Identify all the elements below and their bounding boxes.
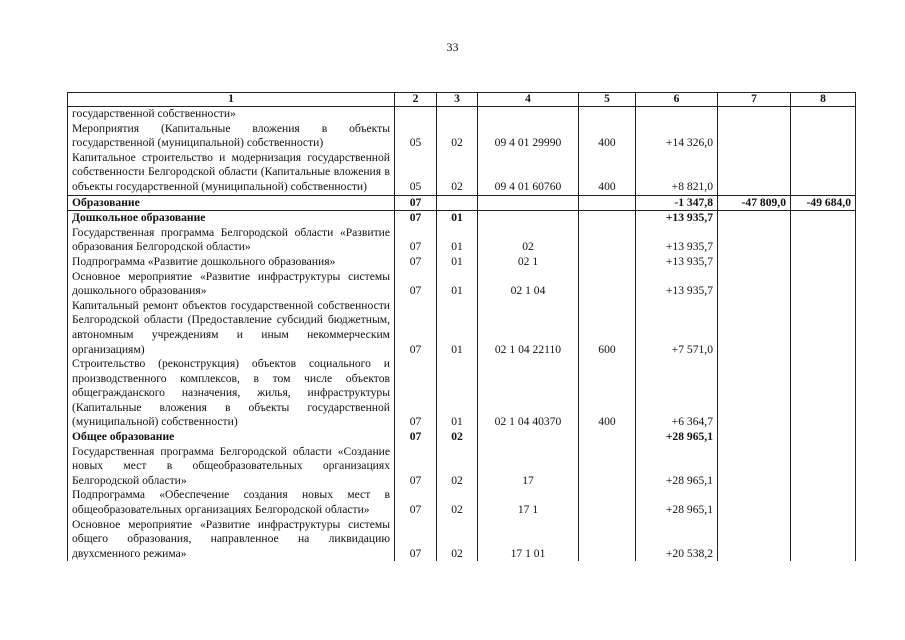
row-section: 07 bbox=[395, 270, 437, 299]
row-amount-1: +28 965,1 bbox=[636, 445, 718, 489]
row-amount-2 bbox=[718, 430, 791, 445]
header-col-4: 4 bbox=[478, 93, 579, 107]
table-row-subsection bbox=[68, 430, 856, 445]
row-target-article: 02 1 04 40370 bbox=[478, 357, 579, 430]
row-amount-3 bbox=[791, 270, 856, 299]
row-amount-2 bbox=[718, 255, 791, 270]
row-amount-2 bbox=[718, 518, 791, 562]
row-expense-type bbox=[579, 518, 636, 562]
row-target-article bbox=[478, 107, 579, 122]
row-name: Подпрограмма «Развитие дошкольного образования» bbox=[68, 255, 395, 270]
row-target-article: 09 4 01 29990 bbox=[478, 122, 579, 151]
row-expense-type bbox=[579, 270, 636, 299]
table-header-row bbox=[68, 93, 856, 107]
table-row bbox=[68, 107, 856, 122]
row-amount-1: +20 538,2 bbox=[636, 518, 718, 562]
table-row bbox=[68, 518, 856, 562]
row-amount-3 bbox=[791, 445, 856, 489]
row-amount-3: -49 684,0 bbox=[791, 195, 856, 211]
row-expense-type bbox=[579, 445, 636, 489]
row-amount-1: +13 935,7 bbox=[636, 211, 718, 226]
row-subsection bbox=[437, 195, 478, 211]
header-col-8: 8 bbox=[791, 93, 856, 107]
header-col-1: 1 bbox=[68, 93, 395, 107]
row-section: 07 bbox=[395, 445, 437, 489]
row-subsection: 01 bbox=[437, 357, 478, 430]
table-row bbox=[68, 357, 856, 430]
row-expense-type bbox=[579, 430, 636, 445]
row-target-article: 02 1 bbox=[478, 255, 579, 270]
row-amount-1: +13 935,7 bbox=[636, 270, 718, 299]
row-name: Общее образование bbox=[68, 430, 395, 445]
row-expense-type: 400 bbox=[579, 357, 636, 430]
row-amount-2 bbox=[718, 226, 791, 255]
row-name: Государственная программа Белгородской области «Развитие образования Белгородской области» bbox=[68, 226, 395, 255]
row-subsection: 02 bbox=[437, 445, 478, 489]
row-name: Основное мероприятие «Развитие инфраструктуры системы дошкольного образования» bbox=[68, 270, 395, 299]
row-subsection: 02 bbox=[437, 151, 478, 195]
row-amount-1: +28 965,1 bbox=[636, 488, 718, 517]
row-expense-type bbox=[579, 211, 636, 226]
row-section bbox=[395, 107, 437, 122]
row-expense-type: 400 bbox=[579, 122, 636, 151]
header-col-6: 6 bbox=[636, 93, 718, 107]
row-amount-3 bbox=[791, 122, 856, 151]
row-target-article: 02 1 04 22110 bbox=[478, 299, 579, 357]
row-target-article: 17 1 bbox=[478, 488, 579, 517]
row-amount-2 bbox=[718, 151, 791, 195]
row-amount-1: +7 571,0 bbox=[636, 299, 718, 357]
row-section: 07 bbox=[395, 518, 437, 562]
row-amount-1: -1 347,8 bbox=[636, 195, 718, 211]
table-row-section-total bbox=[68, 195, 856, 211]
row-expense-type bbox=[579, 255, 636, 270]
row-amount-3 bbox=[791, 488, 856, 517]
row-subsection: 02 bbox=[437, 430, 478, 445]
row-name: государственной собственности» bbox=[68, 107, 395, 122]
table-row bbox=[68, 122, 856, 151]
row-amount-3 bbox=[791, 211, 856, 226]
row-name: Подпрограмма «Обеспечение создания новых мест в общеобразовательных организациях Белгородской области» bbox=[68, 488, 395, 517]
header-col-7: 7 bbox=[718, 93, 791, 107]
table-row bbox=[68, 488, 856, 517]
page-number: 33 bbox=[446, 40, 459, 54]
row-amount-1: +28 965,1 bbox=[636, 430, 718, 445]
table-row bbox=[68, 151, 856, 195]
row-amount-3 bbox=[791, 255, 856, 270]
row-section: 07 bbox=[395, 211, 437, 226]
row-section: 07 bbox=[395, 255, 437, 270]
table-row bbox=[68, 226, 856, 255]
row-amount-2 bbox=[718, 107, 791, 122]
row-amount-3 bbox=[791, 107, 856, 122]
row-section: 07 bbox=[395, 488, 437, 517]
row-subsection: 01 bbox=[437, 255, 478, 270]
row-name: Основное мероприятие «Развитие инфраструктуры системы общего образования, направленное на ликвидацию двухсменного режима» bbox=[68, 518, 395, 562]
row-amount-2 bbox=[718, 122, 791, 151]
row-amount-2 bbox=[718, 488, 791, 517]
row-target-article: 02 bbox=[478, 226, 579, 255]
row-amount-2 bbox=[718, 445, 791, 489]
row-target-article: 02 1 04 bbox=[478, 270, 579, 299]
row-amount-2: -47 809,0 bbox=[718, 195, 791, 211]
row-amount-3 bbox=[791, 151, 856, 195]
row-amount-1: +13 935,7 bbox=[636, 226, 718, 255]
header-col-3: 3 bbox=[437, 93, 478, 107]
row-expense-type bbox=[579, 107, 636, 122]
row-amount-3 bbox=[791, 299, 856, 357]
row-name: Мероприятия (Капитальные вложения в объекты государственной (муниципальной) собственности) bbox=[68, 122, 395, 151]
row-subsection bbox=[437, 107, 478, 122]
row-expense-type bbox=[579, 195, 636, 211]
header-col-2: 2 bbox=[395, 93, 437, 107]
row-name: Образование bbox=[68, 195, 395, 211]
row-target-article: 17 1 01 bbox=[478, 518, 579, 562]
budget-table bbox=[67, 92, 856, 561]
table-row bbox=[68, 270, 856, 299]
row-expense-type bbox=[579, 226, 636, 255]
row-amount-1 bbox=[636, 107, 718, 122]
row-amount-2 bbox=[718, 211, 791, 226]
row-subsection: 01 bbox=[437, 270, 478, 299]
table-row bbox=[68, 255, 856, 270]
row-section: 05 bbox=[395, 122, 437, 151]
row-amount-1: +6 364,7 bbox=[636, 357, 718, 430]
row-amount-3 bbox=[791, 357, 856, 430]
row-section: 07 bbox=[395, 299, 437, 357]
header-col-5: 5 bbox=[579, 93, 636, 107]
row-subsection: 01 bbox=[437, 299, 478, 357]
row-section: 07 bbox=[395, 357, 437, 430]
row-name: Строительство (реконструкция) объектов социального и производственного комплексов, в том числе объектов общегражданского назначения, жилья, инфраструктуры (Капитальные вложения в объекты государственной (муниципальной) собственности) bbox=[68, 357, 395, 430]
row-subsection: 01 bbox=[437, 226, 478, 255]
row-subsection: 02 bbox=[437, 488, 478, 517]
table-row-subsection bbox=[68, 211, 856, 226]
row-target-article bbox=[478, 195, 579, 211]
row-section: 05 bbox=[395, 151, 437, 195]
row-target-article bbox=[478, 430, 579, 445]
table-row bbox=[68, 299, 856, 357]
row-amount-3 bbox=[791, 518, 856, 562]
row-amount-3 bbox=[791, 430, 856, 445]
table-row bbox=[68, 445, 856, 489]
row-subsection: 01 bbox=[437, 211, 478, 226]
row-section: 07 bbox=[395, 226, 437, 255]
row-expense-type: 600 bbox=[579, 299, 636, 357]
row-amount-2 bbox=[718, 299, 791, 357]
row-name: Капитальное строительство и модернизация государственной собственности Белгородской области (Капитальные вложения в объекты государственной (муниципальной) собственности) bbox=[68, 151, 395, 195]
row-amount-2 bbox=[718, 270, 791, 299]
row-section: 07 bbox=[395, 430, 437, 445]
row-amount-1: +14 326,0 bbox=[636, 122, 718, 151]
row-subsection: 02 bbox=[437, 518, 478, 562]
row-section: 07 bbox=[395, 195, 437, 211]
row-expense-type: 400 bbox=[579, 151, 636, 195]
row-subsection: 02 bbox=[437, 122, 478, 151]
row-amount-1: +8 821,0 bbox=[636, 151, 718, 195]
row-name: Капитальный ремонт объектов государственной собственности Белгородской области (Предоставление субсидий бюджетным, автономным учреждениям и иным некоммерческим организациям) bbox=[68, 299, 395, 357]
row-amount-3 bbox=[791, 226, 856, 255]
row-target-article bbox=[478, 211, 579, 226]
row-expense-type bbox=[579, 488, 636, 517]
row-amount-1: +13 935,7 bbox=[636, 255, 718, 270]
row-name: Государственная программа Белгородской области «Создание новых мест в общеобразовательных организациях Белгородской области» bbox=[68, 445, 395, 489]
row-amount-2 bbox=[718, 357, 791, 430]
row-target-article: 09 4 01 60760 bbox=[478, 151, 579, 195]
row-name: Дошкольное образование bbox=[68, 211, 395, 226]
row-target-article: 17 bbox=[478, 445, 579, 489]
